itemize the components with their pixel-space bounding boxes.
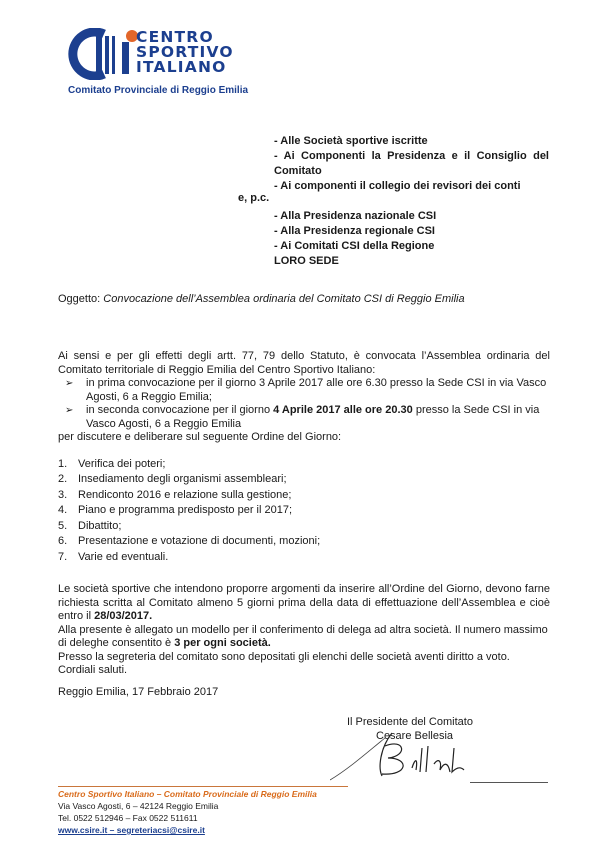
footer-phone: Tel. 0522 512946 – Fax 0522 511611 bbox=[58, 813, 198, 823]
delegation-paragraph bbox=[58, 624, 550, 651]
signatory-title: Il Presidente del Comitato bbox=[347, 716, 473, 728]
recipient-cc-line: - Alla Presidenza nazionale CSI bbox=[274, 210, 437, 222]
signature-rule bbox=[470, 782, 548, 783]
delegation-text: Alla presente è allegato un modello per il conferimento di delega ad altra società. Il numero massimo di deleghe consentito è bbox=[58, 623, 548, 649]
agenda-text: Varie ed eventuali. bbox=[78, 550, 169, 563]
letter-body bbox=[58, 350, 550, 678]
agenda-item bbox=[58, 472, 550, 488]
recipient-line: Comitato bbox=[274, 165, 322, 177]
agenda-number: 3. bbox=[58, 488, 68, 501]
handwritten-signature-icon bbox=[330, 728, 470, 783]
logo-line-1: CENTRO bbox=[136, 28, 214, 46]
subject-line bbox=[58, 293, 465, 305]
lists-paragraph: Presso la segreteria del comitato sono depositati gli elenchi delle società aventi diritto a voto. bbox=[58, 650, 510, 663]
greeting: Cordiali saluti. bbox=[58, 664, 128, 676]
agenda-intro: per discutere e deliberare sul seguente Ordine del Giorno: bbox=[58, 431, 342, 443]
footer-separator: – bbox=[107, 825, 117, 835]
agenda-number: 7. bbox=[58, 550, 68, 563]
agenda-text: Insediamento degli organismi assembleari; bbox=[78, 473, 287, 485]
recipient-line: - Ai Componenti la Presidenza e il Consiglio del bbox=[274, 150, 549, 162]
second-call-date: 4 Aprile 2017 alle ore 20.30 bbox=[273, 404, 413, 416]
first-call-text: in prima convocazione per il giorno 3 Aprile 2017 alle ore 6.30 presso la Sede CSI in via Vasco Agosti, 6 a Reggio Emilia; bbox=[86, 377, 547, 403]
proposals-text: Le società sportive che intendono proporre argomenti da inserire all’Ordine del Giorno, devono farne richiesta scritta al Comitato almeno 5 giorni prima della data di effettuazione dell’Assemblea e cioè entro il bbox=[58, 583, 550, 622]
agenda-text: Rendiconto 2016 e relazione sulla gestione; bbox=[78, 488, 292, 501]
logo-line-2: SPORTIVO bbox=[136, 43, 234, 61]
agenda-item bbox=[58, 550, 550, 566]
recipient-line: - Alle Società sportive iscritte bbox=[274, 135, 428, 147]
cc-label: e, p.c. bbox=[238, 192, 270, 204]
second-call-post: presso la Sede CSI in via Vasco Agosti, 6 a Reggio Emilia bbox=[86, 404, 540, 430]
delegation-max: 3 per ogni società. bbox=[174, 637, 271, 649]
date-line: Reggio Emilia, 17 Febbraio 2017 bbox=[58, 686, 219, 698]
first-call-item bbox=[58, 377, 550, 404]
proposals-deadline: 28/03/2017. bbox=[94, 610, 153, 622]
logo-subtitle: Comitato Provinciale di Reggio Emilia bbox=[68, 85, 249, 96]
recipient-cc-line: LORO SEDE bbox=[274, 255, 339, 267]
agenda-item bbox=[58, 457, 550, 473]
csi-logo-icon bbox=[66, 28, 146, 80]
signatory-name: Cesare Bellesia bbox=[376, 730, 454, 742]
recipient-line: - Ai componenti il collegio dei revisori dei conti bbox=[274, 180, 521, 192]
second-call-item bbox=[58, 404, 550, 431]
footer-email-link[interactable]: segreteriacsi@csire.it bbox=[116, 825, 205, 835]
logo-line-3: ITALIANO bbox=[136, 58, 227, 76]
footer-address: Via Vasco Agosti, 6 – 42124 Reggio Emilia bbox=[58, 801, 219, 811]
agenda-item bbox=[58, 519, 550, 535]
agenda-text: Presentazione e votazione di documenti, mozioni; bbox=[78, 535, 321, 547]
agenda-text: Piano e programma predisposto per il 2017; bbox=[78, 504, 293, 516]
arrow-bullet-icon: ➢ bbox=[65, 378, 74, 389]
subject-label: Oggetto: bbox=[58, 293, 101, 305]
agenda-number: 5. bbox=[58, 519, 68, 532]
subject-text: Convocazione dell’Assemblea ordinaria del Comitato CSI di Reggio Emilia bbox=[103, 293, 465, 305]
agenda-item bbox=[58, 488, 550, 504]
intro-paragraph: Ai sensi e per gli effetti degli artt. 77, 79 dello Statuto, è convocata l’Assemblea ordinaria del Comitato territoriale di Reggio Emilia del Centro Sportivo Italiano: bbox=[58, 350, 550, 376]
agenda-text: Dibattito; bbox=[78, 519, 122, 532]
agenda-item bbox=[58, 503, 550, 519]
logo-wordmark bbox=[136, 30, 234, 75]
footer-divider bbox=[58, 786, 348, 787]
agenda-number: 1. bbox=[58, 457, 68, 470]
agenda-list bbox=[58, 457, 550, 566]
second-call-pre: in seconda convocazione per il giorno bbox=[86, 404, 274, 416]
footer-org: Centro Sportivo Italiano – Comitato Provinciale di Reggio Emilia bbox=[58, 789, 317, 799]
agenda-item bbox=[58, 534, 550, 550]
proposals-paragraph bbox=[58, 583, 550, 624]
agenda-number: 2. bbox=[58, 473, 68, 485]
footer bbox=[58, 788, 317, 836]
agenda-number: 6. bbox=[58, 535, 68, 547]
agenda-number: 4. bbox=[58, 504, 68, 516]
recipient-cc-line: - Ai Comitati CSI della Regione bbox=[274, 240, 435, 252]
recipient-cc-line: - Alla Presidenza regionale CSI bbox=[274, 225, 435, 237]
footer-website-link[interactable]: www.csire.it bbox=[58, 825, 108, 835]
agenda-text: Verifica dei poteri; bbox=[78, 457, 166, 470]
arrow-bullet-icon: ➢ bbox=[65, 405, 74, 416]
recipients-block bbox=[274, 134, 549, 269]
